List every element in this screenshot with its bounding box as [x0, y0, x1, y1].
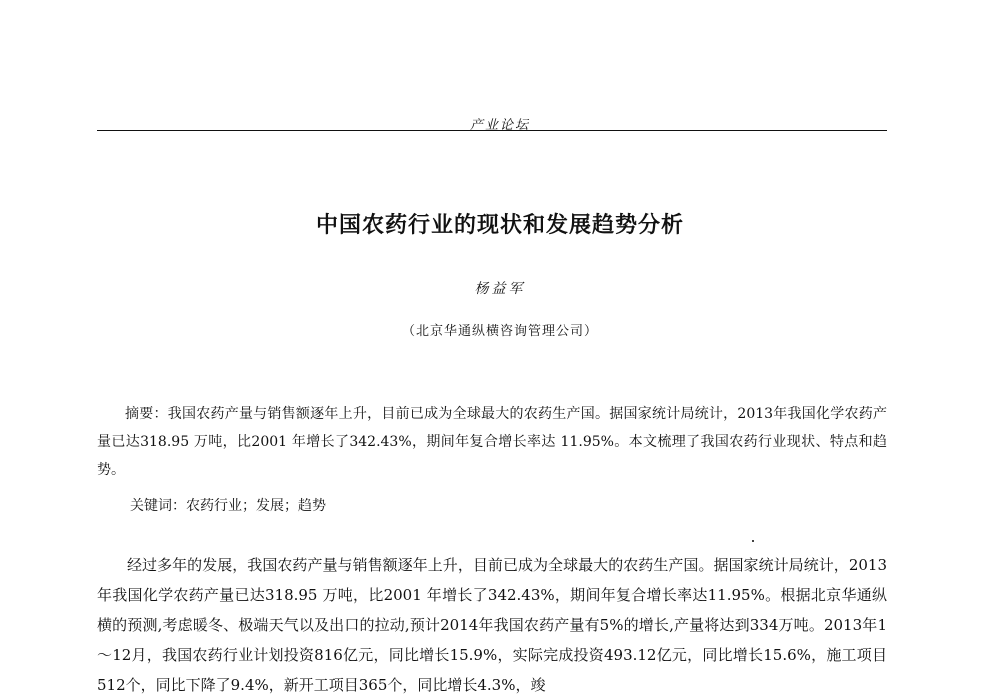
- body-paragraph: 经过多年的发展，我国农药产量与销售额逐年上升，目前已成为全球最大的农药生产国。据国家统计局统计，2013年我国化学农药产量已达318.95 万吨，比2001 年增长了342.43%，期间年复合增长率达11.95%。根据北京华通纵横的预测,考虑暖冬、极端天气以及出口的拉动,预计2014年我国农药产量有5%的增长,产量将达到334万吨。2013年1～12月，我国农药行业计划投资816亿元，同比增长15.9%，实际完成投资493.12亿元，同比增长15.6%，施工项目512个，同比下降了9.4%，新开工项目365个，同比增长4.3%，竣: [97, 556, 887, 694]
- section-header-label: 产业论坛: [469, 118, 530, 133]
- author-affiliation: （北京华通纵横咨询管理公司）: [401, 324, 598, 339]
- scan-speck: [752, 540, 754, 542]
- keywords-line: 关键词：农药行业；发展；趋势: [130, 498, 326, 514]
- header-rule: [97, 130, 887, 131]
- article-title: 中国农药行业的现状和发展趋势分析: [315, 212, 684, 238]
- abstract-paragraph: 摘要：我国农药产量与销售额逐年上升，目前已成为全球最大的农药生产国。据国家统计局统计，2013年我国化学农药产量已达318.95 万吨，比2001 年增长了342.43%，期间年复合增长率达 11.95%。本文梳理了我国农药行业现状、特点和趋势。: [97, 406, 887, 478]
- article-author: 杨益军: [474, 281, 526, 297]
